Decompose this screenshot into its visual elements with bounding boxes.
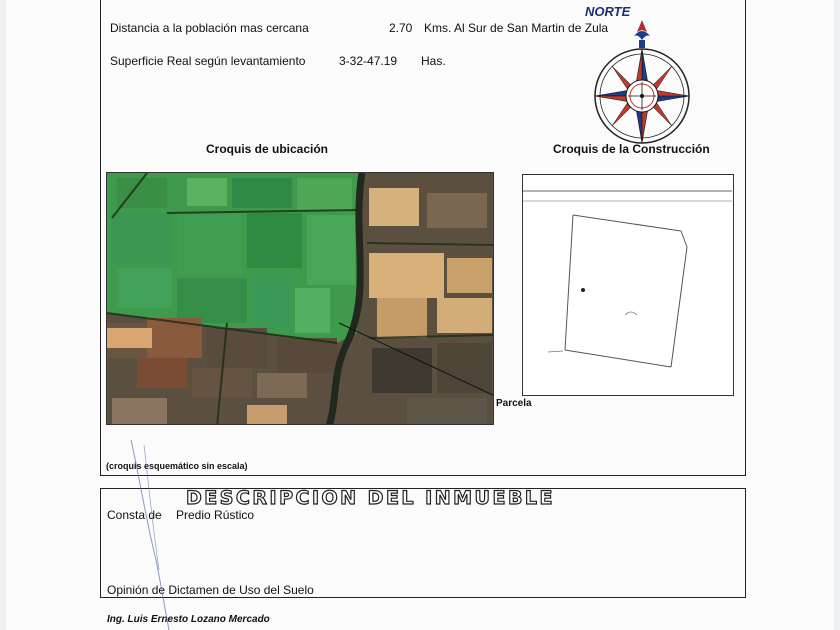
superficie-value: 3-32-47.19 <box>339 54 398 68</box>
document-page <box>6 0 834 630</box>
construction-sketch <box>522 174 734 396</box>
parcela-label: Parcela <box>496 398 532 409</box>
distancia-label: Distancia a la población mas cercana <box>110 21 309 35</box>
compass-rose-icon <box>590 18 694 144</box>
distancia-unit: Kms. Al Sur de San Martin de Zula <box>424 21 609 35</box>
croquis-ubicacion-title: Croquis de ubicación <box>206 142 329 156</box>
consta-value: Predio Rústico <box>176 508 255 522</box>
descripcion-title: DESCRIPCION DEL INMUEBLE <box>186 487 556 509</box>
croquis-note: (croquis esquemático sin escala) <box>106 461 248 471</box>
croquis-construccion-title: Croquis de la Construcción <box>553 142 710 156</box>
compass-north-label: NORTE <box>585 4 631 19</box>
opinion-label: Opinión de Dictamen de Uso del Suelo <box>107 583 314 597</box>
distancia-value: 2.70 <box>389 21 413 35</box>
superficie-unit: Has. <box>421 54 446 68</box>
consta-label: Consta de <box>107 508 162 522</box>
superficie-label: Superficie Real según levantamiento <box>110 54 306 68</box>
signature-name: Ing. Luis Ernesto Lozano Mercado <box>107 614 270 625</box>
location-satellite-image <box>106 172 494 425</box>
